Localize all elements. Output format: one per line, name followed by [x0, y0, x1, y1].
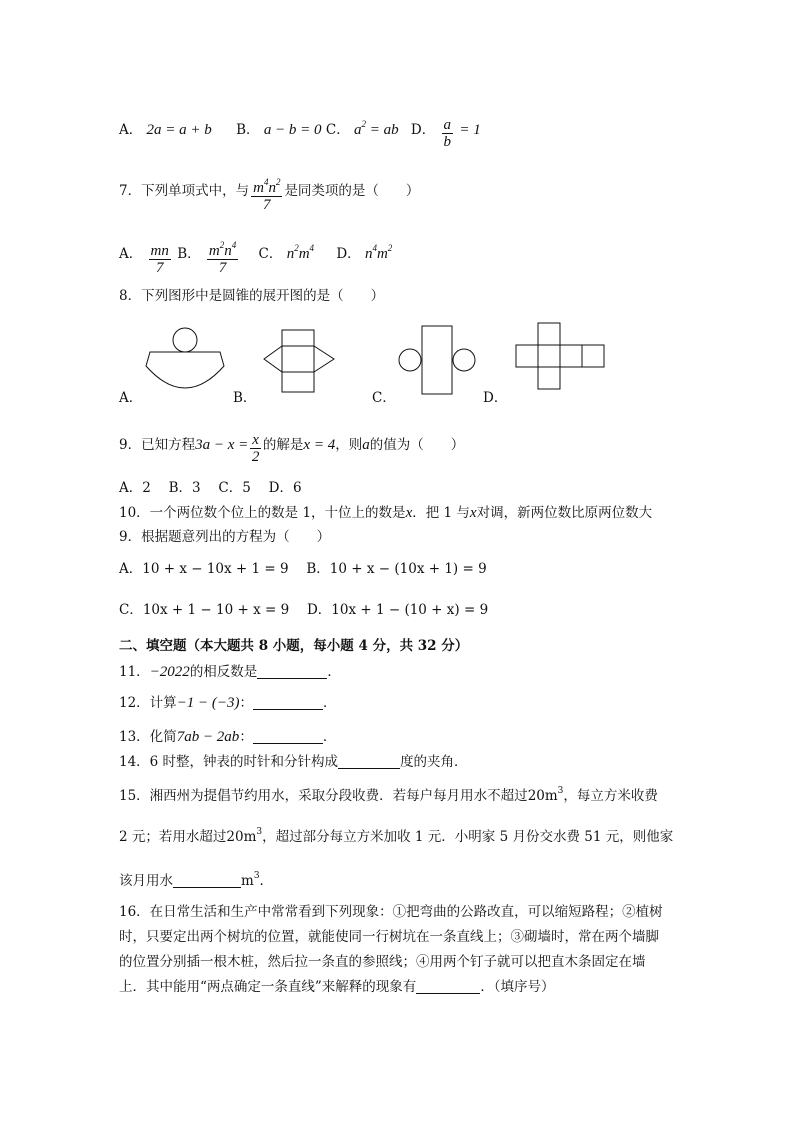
q9-mid: 的解是	[262, 437, 304, 453]
q9-stem	[119, 432, 464, 465]
q8-stem: 8．下列图形中是圆锥的展开图的是（ ）	[119, 288, 385, 304]
q7-stem-fraction: $\frac{m^4n^2}{7}$	[253, 177, 281, 213]
q15-line2: 2 元；若用水超过$20m^3$，超过部分每立方米加收 1 元．小明家 5 月份交水费 51 元，则他家	[119, 827, 674, 845]
q9-equation-left: 3a − x =	[195, 437, 249, 453]
q6-option-b-label: B．	[236, 122, 260, 138]
q8-label-b: B．	[233, 390, 257, 406]
q7-stem	[119, 177, 420, 213]
q6-option-d-rest: = 1	[459, 122, 481, 138]
q11: 11．−2022的相反数是 ．	[119, 664, 341, 680]
q8-label-d: D．	[483, 390, 508, 406]
q16-line3: 的位置分别插一根木桩，然后拉一条直的参照线；④用两个钉子就可以把直木条固定在墙	[119, 954, 646, 970]
q16-line1: 16．在日常生活和生产中常常看到下列现象：①把弯曲的公路改直，可以缩短路程；②植树	[119, 904, 663, 920]
q10-line1: 10．一个两位数个位上的数是 1，十位上的数是x．把 1 与x对调，新两位数比原两位数大	[119, 505, 653, 521]
q6-option-d-label: D．	[410, 122, 436, 138]
q15-line1: 15．湘西州为提倡节约用水，采取分段收费．若每户每月用水不超过$20m^3$，每立方米收费	[119, 786, 658, 804]
q16-line4: 上．其中能用“两点确定一条直线”来解释的现象有 ．（填序号）	[119, 979, 555, 995]
q6-option-c-label: C．	[325, 122, 350, 138]
q10-line2: 9．根据题意列出的方程为（ ）	[119, 529, 331, 545]
q6-option-c-expr: $a^2$ = ab	[354, 119, 399, 138]
q9-variable: a	[362, 437, 370, 453]
q12-expr: −1 − (−3)	[176, 695, 240, 711]
q6-options	[119, 117, 481, 150]
q13-answer-blank[interactable]	[253, 729, 323, 744]
q9-options: A．2 B．3 C．5 D．6	[119, 480, 302, 496]
q6-option-d-fraction: $\frac{a}{b}$	[443, 117, 452, 150]
q7-option-d-label: D．	[336, 246, 361, 262]
q12-answer-blank[interactable]	[253, 695, 323, 710]
q6-option-a-expr: 2a = a + b	[146, 122, 212, 138]
q8-label-a: A．	[119, 390, 143, 406]
q6-option-a-label: A．	[119, 122, 143, 138]
q7-option-c-label: C．	[258, 246, 283, 262]
q7-option-c-expr: $n^2m^4$	[286, 243, 315, 262]
q11-answer-blank[interactable]	[257, 664, 327, 679]
q13-expr: 7ab − 2ab	[176, 729, 240, 745]
q15-line3: 该月用水 $m^3$．	[119, 871, 274, 889]
q9-fraction: $\frac{x}{2}$	[251, 432, 260, 465]
q7-option-b-fraction: $\frac{m^2n^4}{7}$	[208, 240, 237, 276]
q14-answer-blank[interactable]	[338, 754, 400, 769]
q9-prefix: 9．已知方程	[119, 437, 196, 453]
q7-options	[119, 240, 393, 276]
q9-mid2: ，则	[335, 437, 363, 453]
q15-answer-blank[interactable]	[173, 873, 241, 888]
q16-answer-blank[interactable]	[416, 979, 480, 994]
q7-option-a-label: A．	[119, 246, 143, 262]
q6-option-b-expr: a − b = 0	[263, 122, 322, 138]
section-2-title: 二、填空题（本大题共 8 小题，每小题 4 分，共 32 分）	[119, 638, 469, 654]
q8-label-c: C．	[372, 390, 396, 406]
q7-stem-suffix: 是同类项的是（ ）	[284, 183, 420, 199]
q7-option-d-expr: $n^4m^2$	[364, 243, 393, 262]
q12: 12．计算−1 − (−3)： ．	[119, 695, 337, 711]
q9-suffix: 的值为（ ）	[369, 437, 465, 453]
q10-options-cd: C．10x + 1 − 10 + x = 9 D．10x + 1 − (10 + x) = 9	[119, 602, 489, 618]
q8-figure-c	[392, 322, 482, 396]
q16-line2: 时，只要定出两个树坑的位置，就能使同一行树坑在一条直线上；③砌墙时，常在两个墙脚	[119, 929, 659, 945]
q7-option-b-label: B．	[177, 246, 201, 262]
q8-figure-a	[140, 322, 230, 394]
q7-option-a-fraction: $\frac{mn}{7}$	[150, 243, 169, 276]
q11-expr: −2022	[149, 664, 190, 680]
q9-solution: x = 4	[303, 437, 336, 453]
q7-stem-prefix: 7．下列单项式中，与	[119, 183, 250, 199]
q8-figure-d	[512, 320, 610, 396]
q8-figure-b	[256, 324, 338, 396]
q13: 13．化简7ab − 2ab： ．	[119, 729, 337, 745]
q10-options-ab: A．10 + x − 10x + 1 = 9 B．10 + x − (10x + 1) = 9	[119, 561, 487, 577]
q14: 14．6 时整，钟表的时针和分针构成 度的夹角．	[119, 754, 468, 770]
